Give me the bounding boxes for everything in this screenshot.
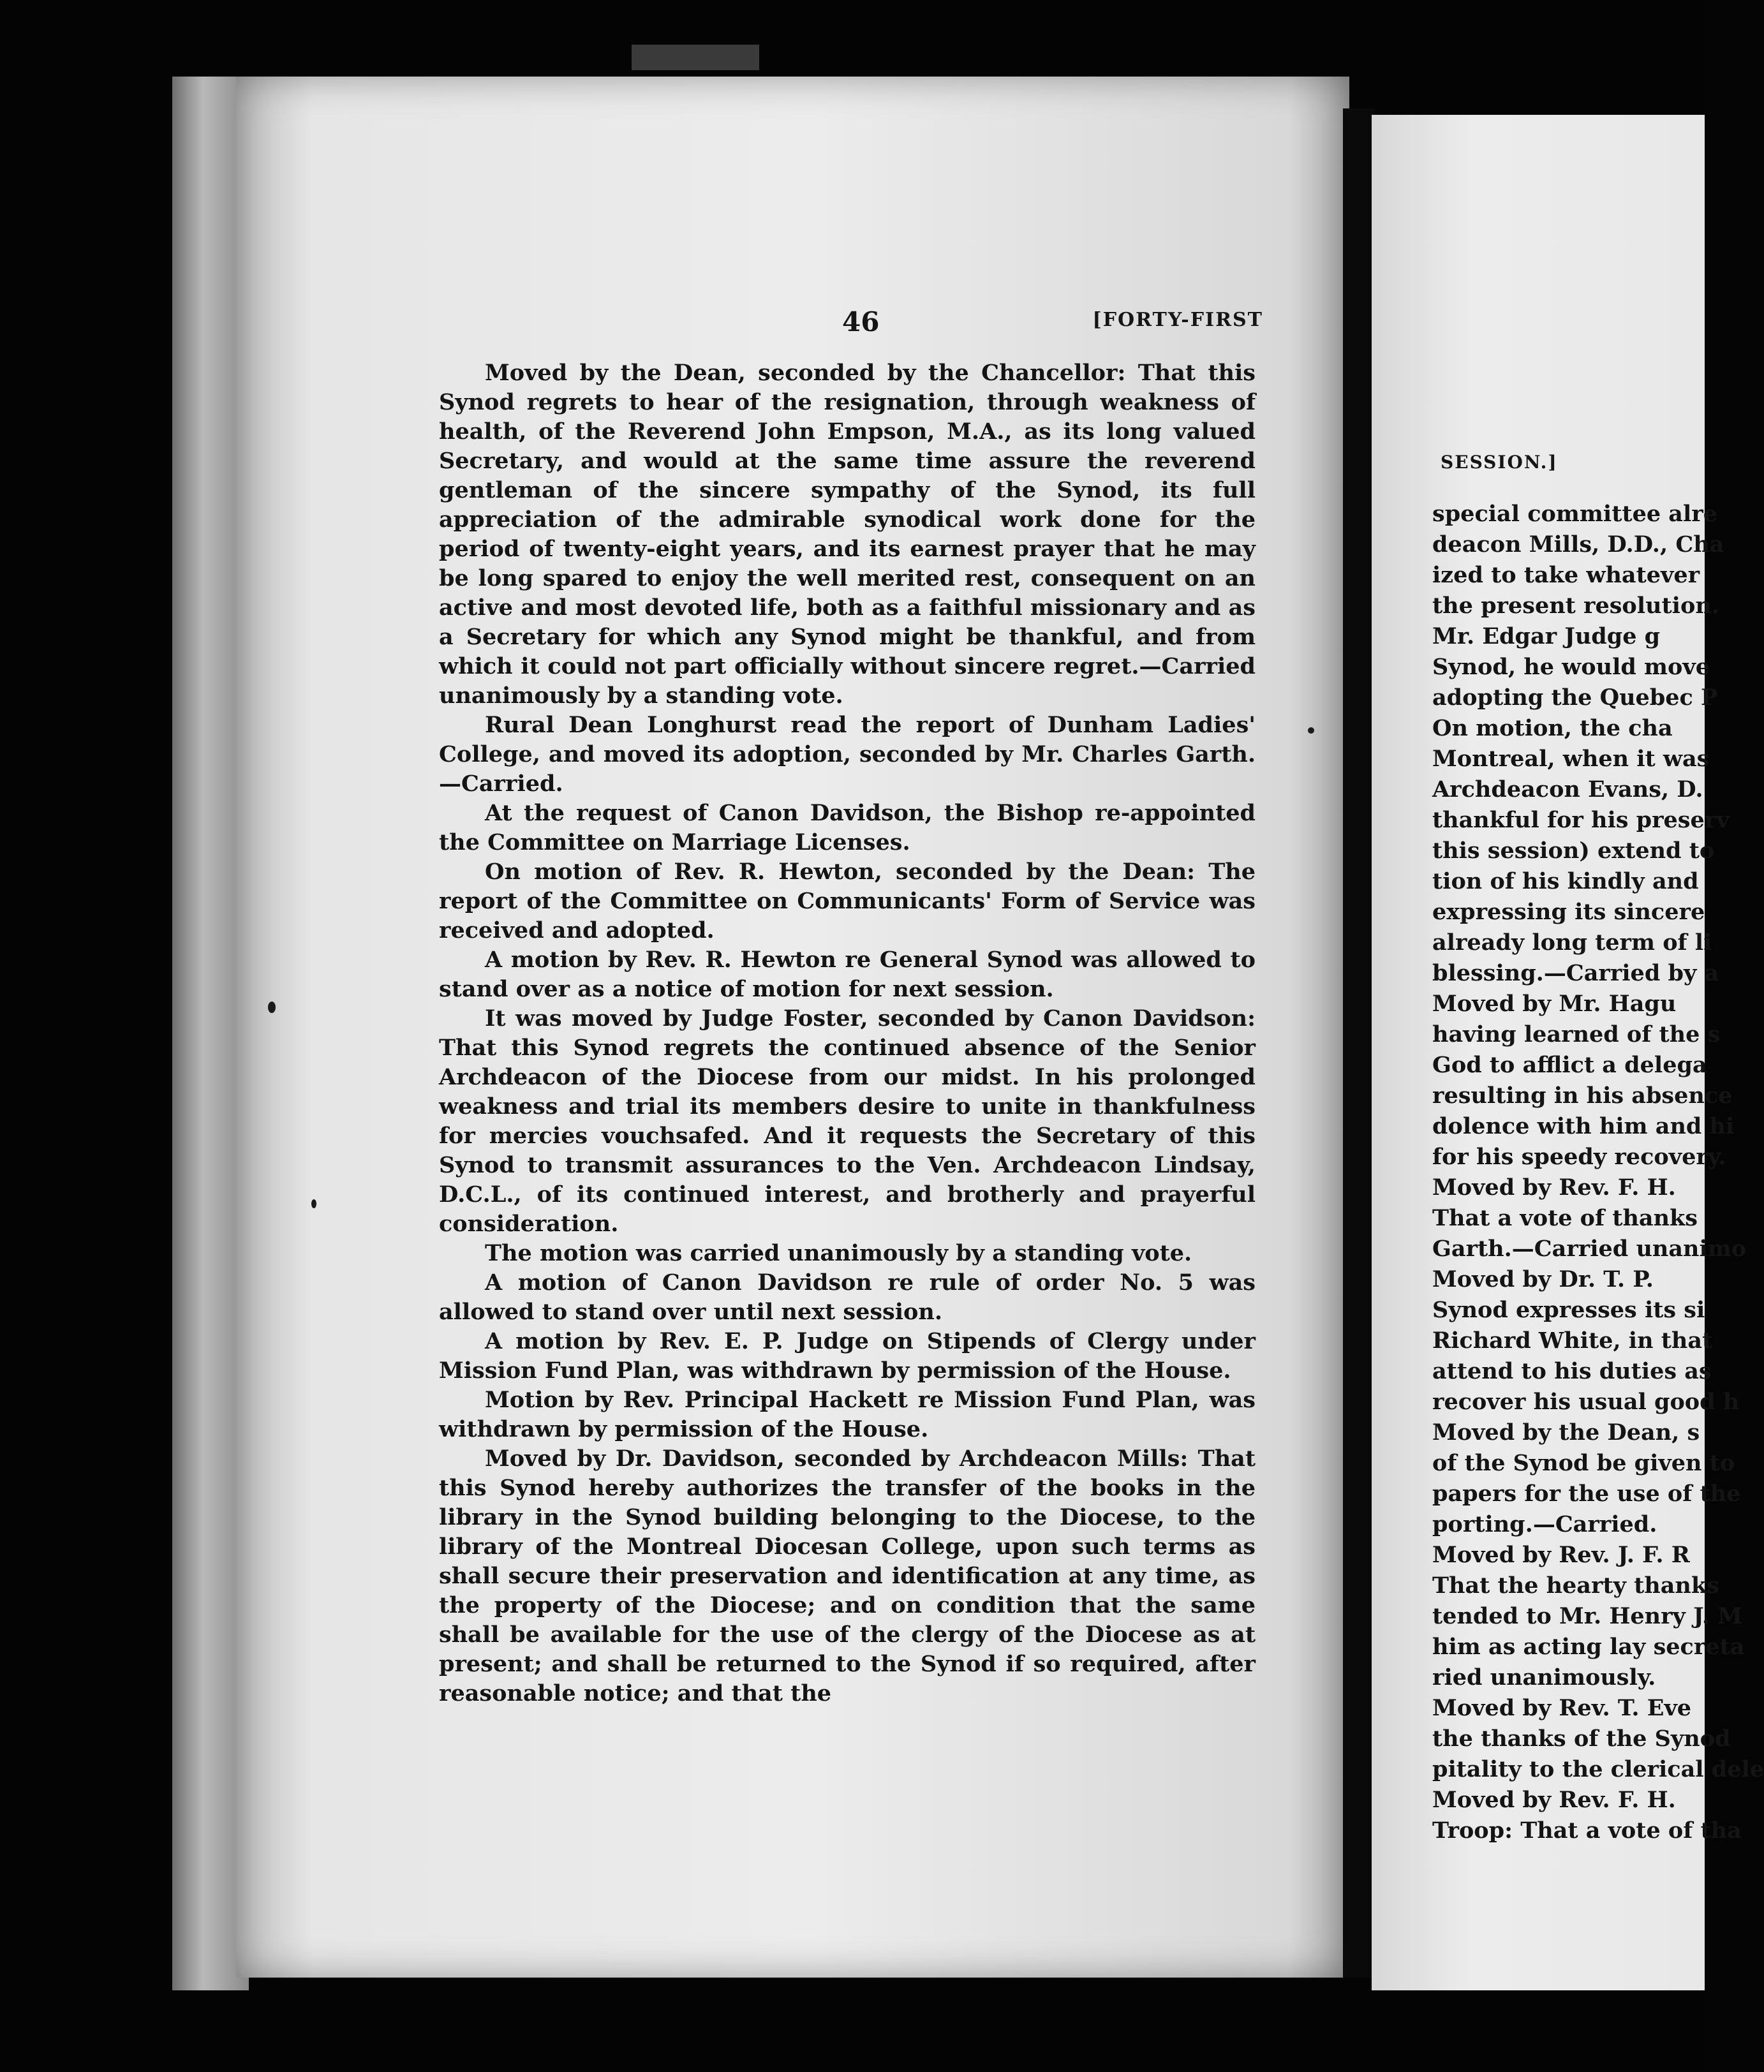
text-line: Moved by Rev. T. Eve	[1432, 1695, 1692, 1721]
right-page	[1372, 115, 1764, 1990]
text-line: ried unanimously.	[1432, 1664, 1656, 1691]
text-line: Synod expresses its si	[1432, 1297, 1705, 1323]
text-line: dolence with him and hi	[1432, 1113, 1735, 1139]
text-line: expressing its sincere	[1432, 899, 1705, 925]
text-line: pitality to the clerical dele	[1432, 1756, 1764, 1782]
paragraph: A motion by Rev. E. P. Judge on Stipends of Clergy under Mission Fund Plan, was withdrawn by permission of the House.	[439, 1328, 1256, 1384]
text-line: Moved by Rev. F. H.	[1432, 1787, 1676, 1813]
text-line: Moved by Dr. T. P.	[1432, 1266, 1654, 1292]
film-speck	[268, 1002, 276, 1013]
paragraph: A motion by Rev. R. Hewton re General Synod was allowed to stand over as a notice of motion for next session.	[439, 947, 1256, 1002]
text-line: resulting in his absence	[1432, 1083, 1733, 1109]
text-line: this session) extend to	[1432, 838, 1715, 864]
text-line: him as acting lay secreta	[1432, 1634, 1745, 1660]
text-line: Moved by Mr. Hagu	[1432, 991, 1677, 1017]
text-line: deacon Mills, D.D., Cha	[1432, 531, 1724, 558]
text-line: Moved by the Dean, s	[1432, 1419, 1700, 1446]
page-gutter	[1343, 108, 1375, 1978]
text-line: Garth.—Carried unanimo	[1432, 1236, 1747, 1262]
text-line: Moved by Rev. F. H.	[1432, 1174, 1676, 1201]
film-speck	[311, 1199, 316, 1208]
left-page-body	[439, 359, 1256, 1708]
text-line: Richard White, in that	[1432, 1328, 1713, 1354]
text-line: tended to Mr. Henry J. M	[1432, 1603, 1743, 1629]
text-line: Synod, he would move	[1432, 654, 1710, 680]
paragraph: At the request of Canon Davidson, the Bishop re-appointed the Committee on Marriage Licenses.	[439, 800, 1256, 855]
text-line: That the hearty thanks	[1432, 1573, 1719, 1599]
text-line: God to afflict a delega	[1432, 1052, 1707, 1078]
text-line: papers for the use of the	[1432, 1481, 1741, 1507]
text-line: tion of his kindly and	[1432, 868, 1699, 894]
text-line: blessing.—Carried by a	[1432, 960, 1719, 986]
text-line: Moved by Rev. J. F. R	[1432, 1542, 1690, 1568]
text-line: thankful for his preserv	[1432, 807, 1730, 833]
page-number: 46	[842, 306, 880, 337]
text-line: adopting the Quebec P	[1432, 685, 1718, 711]
film-speck	[1308, 727, 1314, 734]
film-top-mark	[632, 45, 759, 70]
text-line: for his speedy recovery.	[1432, 1144, 1726, 1170]
text-line: Archdeacon Evans, D.	[1432, 776, 1703, 803]
text-line: the thanks of the Synod	[1432, 1726, 1731, 1752]
text-line: recover his usual good h	[1432, 1389, 1740, 1415]
text-line: having learned of the s	[1432, 1021, 1721, 1047]
left-page-header	[447, 306, 1263, 344]
text-line: Mr. Edgar Judge g	[1432, 623, 1661, 649]
paragraph: It was moved by Judge Foster, seconded by Canon Davidson: That this Synod regrets the continued absence of the Senior Archdeacon of the Diocese from our midst. In his prolonged weakness and trial its members desire to unite in thankfulness for mercies vouchsafed. And it requests the Secretary of this Synod to transmit assurances to the Ven. Archdeacon Lindsay, D.C.L., of its continued interest, and brotherly and prayerful consideration.	[439, 1005, 1256, 1237]
text-line: Troop: That a vote of tha	[1432, 1817, 1742, 1844]
paragraph: The motion was carried unanimously by a standing vote.	[485, 1240, 1192, 1266]
text-line: ized to take whatever	[1432, 562, 1700, 588]
running-head-left: [FORTY-FIRST	[1092, 309, 1263, 331]
text-line: attend to his duties as	[1432, 1358, 1712, 1384]
text-line: already long term of li	[1432, 929, 1712, 956]
text-line: porting.—Carried.	[1432, 1511, 1657, 1537]
paragraph: On motion of Rev. R. Hewton, seconded by the Dean: The report of the Committee on Communicants' Form of Service was received and adopted.	[439, 859, 1256, 944]
paragraph: Rural Dean Longhurst read the report of Dunham Ladies' College, and moved its adoption, seconded by Mr. Charles Garth.—Carried.	[439, 712, 1256, 797]
text-line: the present resolution.	[1432, 593, 1719, 619]
text-line: of the Synod be given to	[1432, 1450, 1735, 1476]
text-line: Montreal, when it was	[1432, 746, 1710, 772]
paragraph: Moved by the Dean, seconded by the Chancellor: That this Synod regrets to hear of the resignation, through weakness of health, of the Reverend John Empson, M.A., as its long valued Secretary, and would at the same time assure the reverend gentleman of the sincere sympathy of the Synod, its full appreciation of the admirable synodical work done for the period of twenty-eight years, and its earnest prayer that he may be long spared to enjoy the well merited rest, consequent on an active and most devoted life, both as a faithful missionary and as a Secretary for which any Synod might be thankful, and from which it could not part officially without sincere regret.—Carried unanimously by a standing vote.	[439, 360, 1256, 709]
text-line: That a vote of thanks	[1432, 1205, 1698, 1231]
running-head-right: SESSION.]	[1441, 452, 1558, 473]
text-line: On motion, the cha	[1432, 715, 1673, 741]
right-page-body	[1432, 499, 1764, 1846]
text-line: special committee alre	[1432, 501, 1717, 527]
paragraph: Motion by Rev. Principal Hackett re Mission Fund Plan, was withdrawn by permission of the House.	[439, 1387, 1256, 1442]
paragraph: A motion of Canon Davidson re rule of order No. 5 was allowed to stand over until next session.	[439, 1269, 1256, 1325]
paragraph: Moved by Dr. Davidson, seconded by Archdeacon Mills: That this Synod hereby authorizes the transfer of the books in the library in the Synod building belonging to the Diocese, to the library of the Montreal Diocesan College, upon such terms as shall secure their preservation and identification at any time, as the property of the Diocese; and on condition that the same shall be available for the use of the clergy of the Diocese as at present; and shall be returned to the Synod if so required, after reasonable notice; and that the	[439, 1446, 1256, 1706]
